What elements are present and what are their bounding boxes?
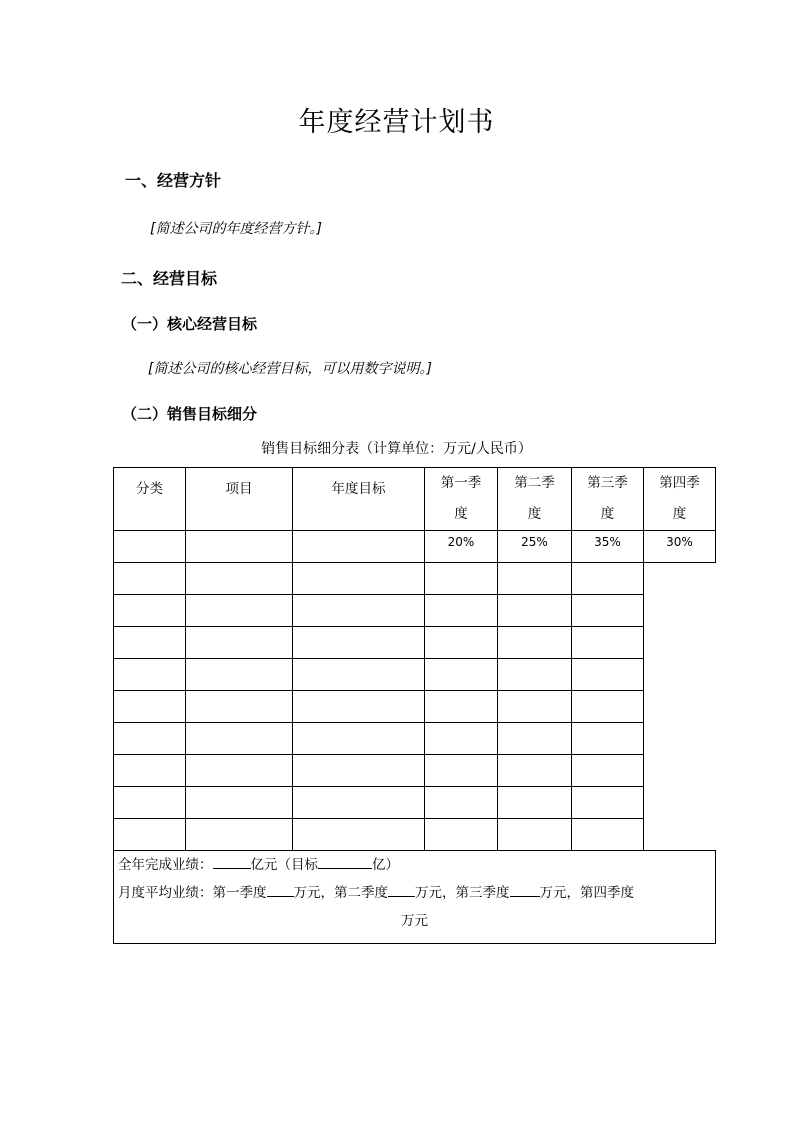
- table-row: [114, 627, 716, 659]
- item-cell[interactable]: [114, 723, 186, 755]
- item-cell[interactable]: [114, 755, 186, 787]
- table-row: [114, 595, 716, 627]
- header-q2: 第二季 度: [498, 468, 572, 531]
- table-row: [114, 531, 716, 563]
- q1-cell[interactable]: [293, 819, 425, 851]
- q3-blank[interactable]: [510, 882, 540, 897]
- q3-cell[interactable]: [498, 563, 572, 595]
- q4-cell[interactable]: [572, 787, 644, 819]
- sales-target-table: [113, 467, 716, 944]
- q3-cell[interactable]: [498, 691, 572, 723]
- q3-percentage[interactable]: 35%: [572, 531, 644, 563]
- q4-percentage[interactable]: 30%: [644, 531, 716, 563]
- q4-cell[interactable]: [572, 755, 644, 787]
- item-cell[interactable]: [114, 659, 186, 691]
- category-cell[interactable]: [114, 531, 186, 563]
- q2-cell[interactable]: [425, 755, 498, 787]
- q3-cell[interactable]: [498, 787, 572, 819]
- annual-target-blank[interactable]: [318, 854, 372, 869]
- header-category: 分类: [114, 468, 186, 531]
- table-row: [114, 659, 716, 691]
- q3-cell[interactable]: [498, 819, 572, 851]
- annual-target-cell[interactable]: [293, 531, 425, 563]
- q4-cell[interactable]: [572, 691, 644, 723]
- subsection-heading-core-goals: （一）核心经营目标: [122, 315, 258, 333]
- item-cell[interactable]: [114, 595, 186, 627]
- annual-target-cell[interactable]: [186, 755, 293, 787]
- q4-cell[interactable]: [572, 723, 644, 755]
- footer-summary-cell: [114, 851, 716, 944]
- q1-blank[interactable]: [267, 882, 294, 897]
- q2-percentage[interactable]: 25%: [498, 531, 572, 563]
- q1-cell[interactable]: [293, 691, 425, 723]
- header-annual-target: 年度目标: [293, 468, 425, 531]
- q4-cell[interactable]: [572, 563, 644, 595]
- q1-percentage[interactable]: 20%: [425, 531, 498, 563]
- q1-cell[interactable]: [293, 595, 425, 627]
- q1-cell[interactable]: [293, 787, 425, 819]
- table-caption: 销售目标细分表（计算单位：万元/人民币）: [261, 441, 532, 457]
- q3-cell[interactable]: [498, 659, 572, 691]
- annual-target-cell[interactable]: [186, 819, 293, 851]
- q1-cell[interactable]: [293, 563, 425, 595]
- q1-cell[interactable]: [293, 659, 425, 691]
- annual-target-cell[interactable]: [186, 723, 293, 755]
- table-footer-row: [114, 851, 716, 944]
- q3-cell[interactable]: [498, 595, 572, 627]
- annual-target-cell[interactable]: [186, 787, 293, 819]
- q1-cell[interactable]: [293, 627, 425, 659]
- table-row: [114, 691, 716, 723]
- q1-cell[interactable]: [293, 755, 425, 787]
- q1-cell[interactable]: [293, 723, 425, 755]
- table-header-row: [114, 468, 716, 531]
- q2-cell[interactable]: [425, 787, 498, 819]
- q2-cell[interactable]: [425, 819, 498, 851]
- q2-cell[interactable]: [425, 595, 498, 627]
- subsection-heading-sales-breakdown: （二）销售目标细分: [122, 405, 258, 423]
- monthly-average-q4-unit: 万元: [401, 913, 428, 929]
- annual-target-cell[interactable]: [186, 659, 293, 691]
- table-row: [114, 819, 716, 851]
- item-cell[interactable]: [186, 531, 293, 563]
- q2-cell[interactable]: [425, 627, 498, 659]
- table-row: [114, 563, 716, 595]
- section-heading-policy: 一、经营方针: [125, 171, 222, 190]
- q3-cell[interactable]: [498, 627, 572, 659]
- annual-actual-blank[interactable]: [213, 854, 251, 869]
- annual-performance-line: 全年完成业绩： 亿元（目标 亿）: [118, 851, 711, 879]
- q2-cell[interactable]: [425, 691, 498, 723]
- q2-cell[interactable]: [425, 723, 498, 755]
- q3-cell[interactable]: [498, 723, 572, 755]
- section-heading-goals: 二、经营目标: [121, 269, 218, 288]
- core-goals-placeholder[interactable]: [简述公司的核心经营目标，可以用数字说明。]: [148, 361, 432, 377]
- q4-cell[interactable]: [572, 819, 644, 851]
- policy-placeholder[interactable]: [简述公司的年度经营方针。]: [150, 221, 322, 237]
- q3-cell[interactable]: [498, 755, 572, 787]
- item-cell[interactable]: [114, 691, 186, 723]
- item-cell[interactable]: [114, 627, 186, 659]
- header-q4: 第四季 度: [644, 468, 716, 531]
- header-q3: 第三季 度: [572, 468, 644, 531]
- item-cell[interactable]: [114, 563, 186, 595]
- annual-target-cell[interactable]: [186, 691, 293, 723]
- document-title: 年度经营计划书: [298, 107, 495, 138]
- annual-target-cell[interactable]: [186, 563, 293, 595]
- q4-cell[interactable]: [572, 627, 644, 659]
- monthly-average-line: 月度平均业绩：第一季度 万元，第二季度 万元，第三季度 万元，第四季度: [118, 879, 711, 907]
- q2-cell[interactable]: [425, 563, 498, 595]
- q2-blank[interactable]: [388, 882, 415, 897]
- table-row: [114, 723, 716, 755]
- table-row: [114, 787, 716, 819]
- table-row: [114, 755, 716, 787]
- annual-target-cell[interactable]: [186, 595, 293, 627]
- q2-cell[interactable]: [425, 659, 498, 691]
- q4-cell[interactable]: [572, 659, 644, 691]
- header-q1: 第一季 度: [425, 468, 498, 531]
- item-cell[interactable]: [114, 819, 186, 851]
- header-item: 项目: [186, 468, 293, 531]
- q4-cell[interactable]: [572, 595, 644, 627]
- item-cell[interactable]: [114, 787, 186, 819]
- annual-target-cell[interactable]: [186, 627, 293, 659]
